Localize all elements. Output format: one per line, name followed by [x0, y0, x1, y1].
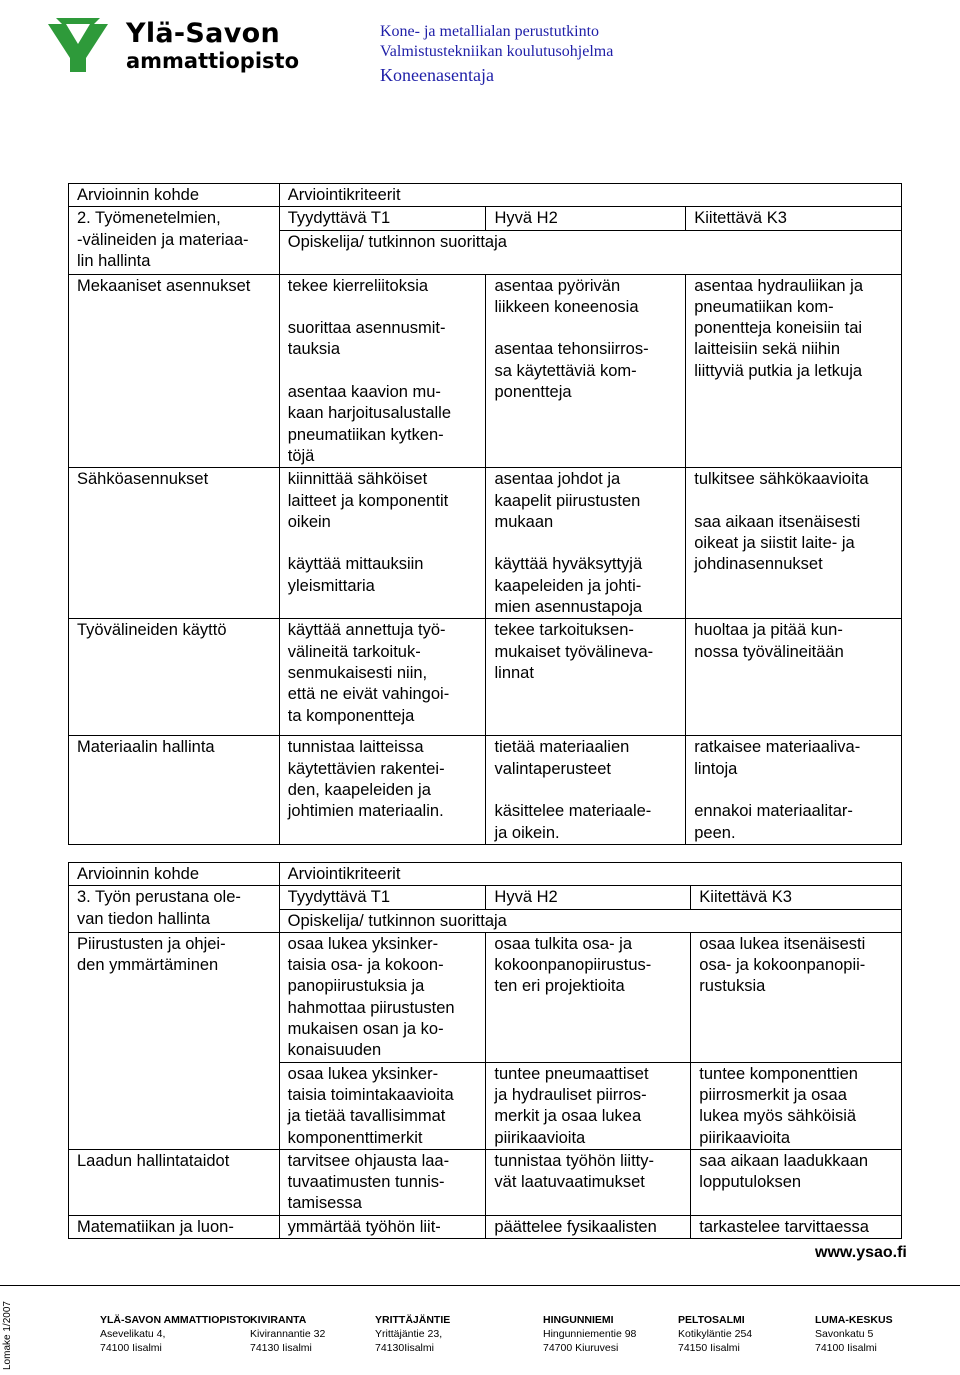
footer-location	[678, 1313, 752, 1355]
footer-location	[250, 1313, 325, 1355]
location-street: Asevelikatu 4,	[100, 1328, 166, 1340]
location-name: YLÄ-SAVON AMMATTIOPISTO	[100, 1314, 251, 1326]
assessment-table-2	[68, 183, 902, 845]
criteria-h2: päättelee fysikaalisten	[486, 1215, 691, 1238]
location-city: 74150 Iisalmi	[678, 1342, 740, 1354]
subheader: Opiskelija/ tutkinnon suorittaja	[279, 230, 901, 274]
footer-location	[815, 1313, 893, 1355]
criteria-k3: saa aikaan laadukkaan lopputuloksen	[691, 1149, 902, 1215]
criteria-h2: asentaa pyörivän liikkeen koneenosia asentaa tehonsiirros- sa käytettäviä kom- ponentteja	[486, 274, 686, 468]
criteria-h2: asentaa johdot ja kaapelit piirustusten mukaan käyttää hyväksyttyjä kaapeleiden ja johti- mien asennustapoja	[486, 468, 686, 619]
grade-h2-header: Hyvä H2	[486, 886, 691, 909]
grade-k3-header: Kiitettävä K3	[686, 207, 902, 230]
location-city: 74100 Iisalmi	[100, 1342, 162, 1354]
location-city: 74130 Iisalmi	[250, 1342, 312, 1354]
criteria-k3: tulkitsee sähkökaavioita saa aikaan itsenäisesti oikeat ja siistit laite- ja johdinasennukset	[686, 468, 902, 619]
document-header	[380, 22, 613, 85]
row-label	[69, 1062, 280, 1149]
row-label: Piirustusten ja ohjei- den ymmärtäminen	[69, 932, 280, 1062]
logo	[42, 14, 312, 76]
table-row	[69, 932, 902, 1062]
criteria-h2: osaa tulkita osa- ja kokoonpanopiirustus- ten eri projektioita	[486, 932, 691, 1062]
logo-mark-icon	[42, 14, 114, 76]
location-street: Kivirannantie 32	[250, 1328, 326, 1340]
criteria-h2: tunnistaa työhön liitty- vät laatuvaatimukset	[486, 1149, 691, 1215]
criteria-t1: osaa lukea yksinker- taisia osa- ja kokoon- panopiirustuksia ja hahmottaa piirustusten mukaisen osan ja ko- konaisuuden	[279, 932, 486, 1062]
criteria-t1: tarvitsee ohjausta laa- tuvaatimusten tunnis- tamisessa	[279, 1149, 486, 1215]
website-url[interactable]: www.ysao.fi	[815, 1244, 907, 1261]
criteria-k3: ratkaisee materiaaliva- lintoja ennakoi materiaalitar- peen.	[686, 736, 902, 844]
criteria-t1: tunnistaa laitteissa käytettävien rakentei- den, kaapeleiden ja johtimien materiaalin.	[279, 736, 486, 844]
footer-location	[100, 1313, 251, 1355]
criteria-t1: käyttää annettuja työ- välineitä tarkoituk- senmukaisesti niin, että ne eivät vahingoi- ta komponentteja	[279, 619, 486, 736]
row-label: Työvälineiden käyttö	[69, 619, 280, 736]
location-street: Hingunniementie 98	[543, 1328, 637, 1340]
col-header-criteria: Arviointikriteerit	[279, 863, 901, 886]
location-name: LUMA-KESKUS	[815, 1314, 893, 1326]
table-row	[69, 1062, 902, 1149]
footer-divider	[0, 1285, 960, 1286]
row-label: Laadun hallintataidot	[69, 1149, 280, 1215]
criteria-h2: tuntee pneumaattiset ja hydrauliset piirros- merkit ja osaa lukea piirikaavioita	[486, 1062, 691, 1149]
row-label: Sähköasennukset	[69, 468, 280, 619]
footer-location	[543, 1313, 636, 1355]
criteria-t1: osaa lukea yksinker- taisia toimintakaavioita ja tietää tavallisimmat komponenttimerkit	[279, 1062, 486, 1149]
section-title: 2. Työmenetelmien, -välineiden ja materiaa- lin hallinta	[69, 207, 280, 274]
table-row	[69, 468, 902, 619]
criteria-k3: osaa lukea itsenäisesti osa- ja kokoonpanopii- rustuksia	[691, 932, 902, 1062]
grade-k3-header: Kiitettävä K3	[691, 886, 902, 909]
logo-line1: Ylä-Savon	[126, 18, 280, 49]
location-name: KIVIRANTA	[250, 1314, 307, 1326]
criteria-h2: tietää materiaalien valintaperusteet käsittelee materiaale- ja oikein.	[486, 736, 686, 844]
criteria-k3: asentaa hydrauliikan ja pneumatiikan kom- ponentteja koneisiin tai laitteisiin sekä niihin liittyviä putkia ja letkuja	[686, 274, 902, 468]
criteria-k3: tuntee komponenttien piirrosmerkit ja osaa lukea myös sähköisiä piirikaavioita	[691, 1062, 902, 1149]
table-row	[69, 1215, 902, 1238]
header-programme: Valmistustekniikan koulutusohjelma	[380, 43, 614, 60]
location-street: Yrittäjäntie 23,	[375, 1328, 443, 1340]
location-name: YRITTÄJÄNTIE	[375, 1314, 451, 1326]
table-row	[69, 274, 902, 468]
logo-line2: ammattiopisto	[126, 49, 300, 73]
grade-t1-header: Tyydyttävä T1	[279, 207, 486, 230]
subheader: Opiskelija/ tutkinnon suorittaja	[279, 909, 901, 932]
header-qualification: Koneenasentaja	[380, 65, 494, 85]
col-header-target: Arvioinnin kohde	[69, 863, 280, 886]
header-degree: Kone- ja metallialan perustutkinto	[380, 23, 600, 40]
location-city: 74130Iisalmi	[375, 1342, 434, 1354]
grade-t1-header: Tyydyttävä T1	[279, 886, 486, 909]
row-label: Matematiikan ja luon-	[69, 1215, 280, 1238]
table-row	[69, 1149, 902, 1215]
criteria-t1: tekee kierreliitoksia suorittaa asennusmit- tauksia asentaa kaavion mu- kaan harjoitusalustalle pneumatiikan kytken- töjä	[279, 274, 486, 468]
row-label: Mekaaniset asennukset	[69, 274, 280, 468]
table-row	[69, 619, 902, 736]
grade-h2-header: Hyvä H2	[486, 207, 686, 230]
location-name: PELTOSALMI	[678, 1314, 745, 1326]
col-header-target: Arvioinnin kohde	[69, 184, 280, 207]
row-label: Materiaalin hallinta	[69, 736, 280, 844]
section-title: 3. Työn perustana ole- van tiedon hallinta	[69, 886, 280, 933]
form-code: Lomake 1/2007	[2, 1301, 13, 1370]
criteria-k3: huoltaa ja pitää kun- nossa työvälineitään	[686, 619, 902, 736]
location-city: 74100 Iisalmi	[815, 1342, 877, 1354]
criteria-t1: kiinnittää sähköiset laitteet ja komponentit oikein käyttää mittauksiin yleismittaria	[279, 468, 486, 619]
assessment-table-3	[68, 862, 902, 1239]
location-street: Savonkatu 5	[815, 1328, 874, 1340]
table-row	[69, 736, 902, 844]
criteria-k3: tarkastelee tarvittaessa	[691, 1215, 902, 1238]
criteria-h2: tekee tarkoituksen- mukaiset työvälineva- linnat	[486, 619, 686, 736]
footer-location	[375, 1313, 450, 1355]
col-header-criteria: Arviointikriteerit	[279, 184, 901, 207]
location-street: Kotikyläntie 254	[678, 1328, 753, 1340]
location-city: 74700 Kiuruvesi	[543, 1342, 619, 1354]
criteria-t1: ymmärtää työhön liit-	[279, 1215, 486, 1238]
location-name: HINGUNNIEMI	[543, 1314, 614, 1326]
